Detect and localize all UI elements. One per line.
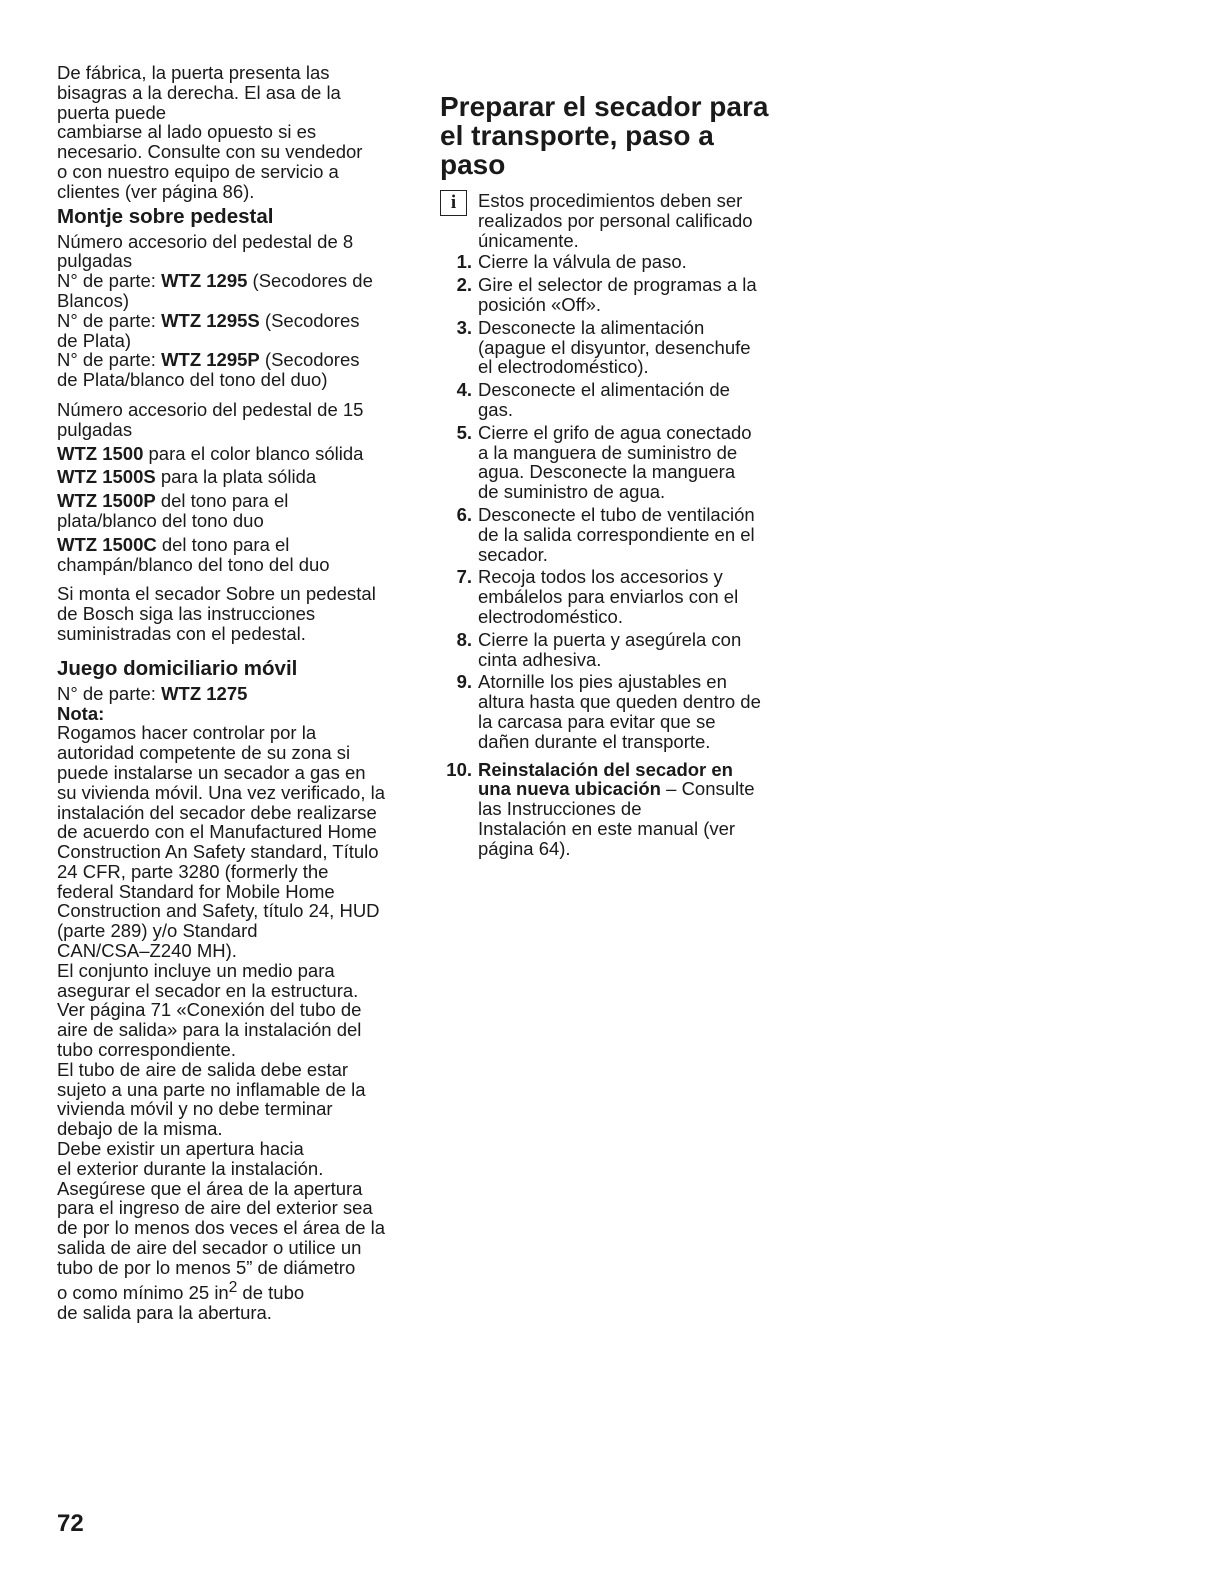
info-note (440, 191, 785, 250)
note-paragraph-2: El conjunto incluye un medio para asegurar el secador en la estructura. (57, 959, 359, 1001)
step-item: 8. Cierre la puerta y asegúrela con cinta adhesiva. (456, 628, 742, 670)
part-line-wtz1295s: N° de parte: WTZ 1295S (Secodores de Plata) (57, 309, 360, 351)
step-item: 3. Desconecte la alimentación (apague el disyuntor, desenchufe el electrodoméstico). (456, 316, 751, 378)
note-paragraph-5: Debe existir un apertura hacia el exterior durante la instalación. Asegúrese que el área de la apertura para el ingreso de aire del exterior sea de por lo menos dos veces el área de la salida de aire del secador o utilice un tubo de por lo menos 5” de diámetro o como mínimo 25 $in^2$ de tubo de salida para la abertura. (57, 1138, 386, 1323)
step-item: 4. Desconecte el alimentación de gas. (456, 379, 730, 420)
pedestal-heading: Montje sobre pedestal (57, 204, 274, 228)
mobile-part-line: N° de parte: WTZ 1275 (57, 682, 248, 704)
step-item-reinstall: 10. Reinstalación del secador en una nueva ubicación – Consulte las Instrucciones de Instalación en este manual (ver página 64). (446, 758, 755, 859)
part-line-wtz1500: WTZ 1500 para el color blanco sólida (57, 442, 364, 464)
step-item: 7. Recoja todos los accesorios y embálelos para enviarlos con el electrodoméstico. (456, 566, 739, 627)
pedestal-install-note: Si monta el secador Sobre un pedestal de Bosch siga las instrucciones suministradas con el pedestal. (57, 583, 376, 644)
step-item: 5. Cierre el grifo de agua conectado a la manguera de suministro de agua. Desconecte la manguera de suministro de agua. (456, 421, 752, 503)
part-line-wtz1500c: WTZ 1500C del tono para el champán/blanco del tono del duo (57, 533, 330, 575)
mobile-home-heading: Juego domiciliario móvil (57, 656, 298, 680)
door-hinge-paragraph: De fábrica, la puerta presenta las bisagras a la derecha. El asa de la puerta puede cambiarse al lado opuesto si es necesario. Consulte con su vendedor o con nuestro equipo de servicio a clientes (ver página 86). (57, 62, 363, 202)
note-paragraph-1: Rogamos hacer controlar por la autoridad competente de su zona si puede instalarse un secador a gas en su vivienda móvil. Una vez verificado, la instalación del secador debe realizarse de acuerdo con el Manufactured Home Construction An Safety standard, Título 24 CFR, parte 3280 (formerly the federal Standard for Mobile Home Construction and Safety, título 24, HUD (parte 289) y/o Standard CAN/CSA–Z240 MH). (57, 722, 386, 962)
left-column (57, 63, 402, 1322)
pedestal15-intro: Número accesorio del pedestal de 15 pulgadas (57, 398, 364, 440)
note-paragraph-4: El tubo de aire de salida debe estar sujeto a una parte no inflamable de la vivienda móvil y no debe terminar debajo de la misma. (57, 1058, 366, 1140)
info-note-text: Estos procedimientos deben ser realizados por personal calificado únicamente. (478, 190, 753, 251)
note-label: Nota: (57, 702, 105, 724)
transport-steps (440, 252, 785, 858)
page-number: 72 (57, 1510, 84, 1537)
pedestal8-intro: Número accesorio del pedestal de 8 pulgadas (57, 230, 354, 272)
right-column (440, 92, 785, 862)
step-item: 9. Atornille los pies ajustables en altura hasta que queden dentro de la carcasa para evitar que se dañen durante el transporte. (456, 671, 761, 752)
step-item: 1. Cierre la válvula de paso. (456, 251, 687, 273)
info-icon: i (440, 190, 467, 216)
section-title: Preparar el secador para el transporte, paso a paso (440, 91, 769, 180)
step-item: 2. Gire el selector de programas a la posición «Off». (456, 274, 757, 315)
part-line-wtz1295p: N° de parte: WTZ 1295P (Secodores de Plata/blanco del tono del duo) (57, 349, 360, 391)
part-line-wtz1500s: WTZ 1500S para la plata sólida (57, 466, 317, 488)
part-line-wtz1295: N° de parte: WTZ 1295 (Secodores de Blancos) (57, 270, 373, 311)
part-line-wtz1500p: WTZ 1500P del tono para el plata/blanco del tono duo (57, 490, 289, 531)
step-item: 6. Desconecte el tubo de ventilación de la salida correspondiente en el secador. (456, 503, 755, 565)
note-paragraph-3: Ver página 71 «Conexión del tubo de aire de salida» para la instalación del tubo correspondiente. (57, 999, 362, 1061)
